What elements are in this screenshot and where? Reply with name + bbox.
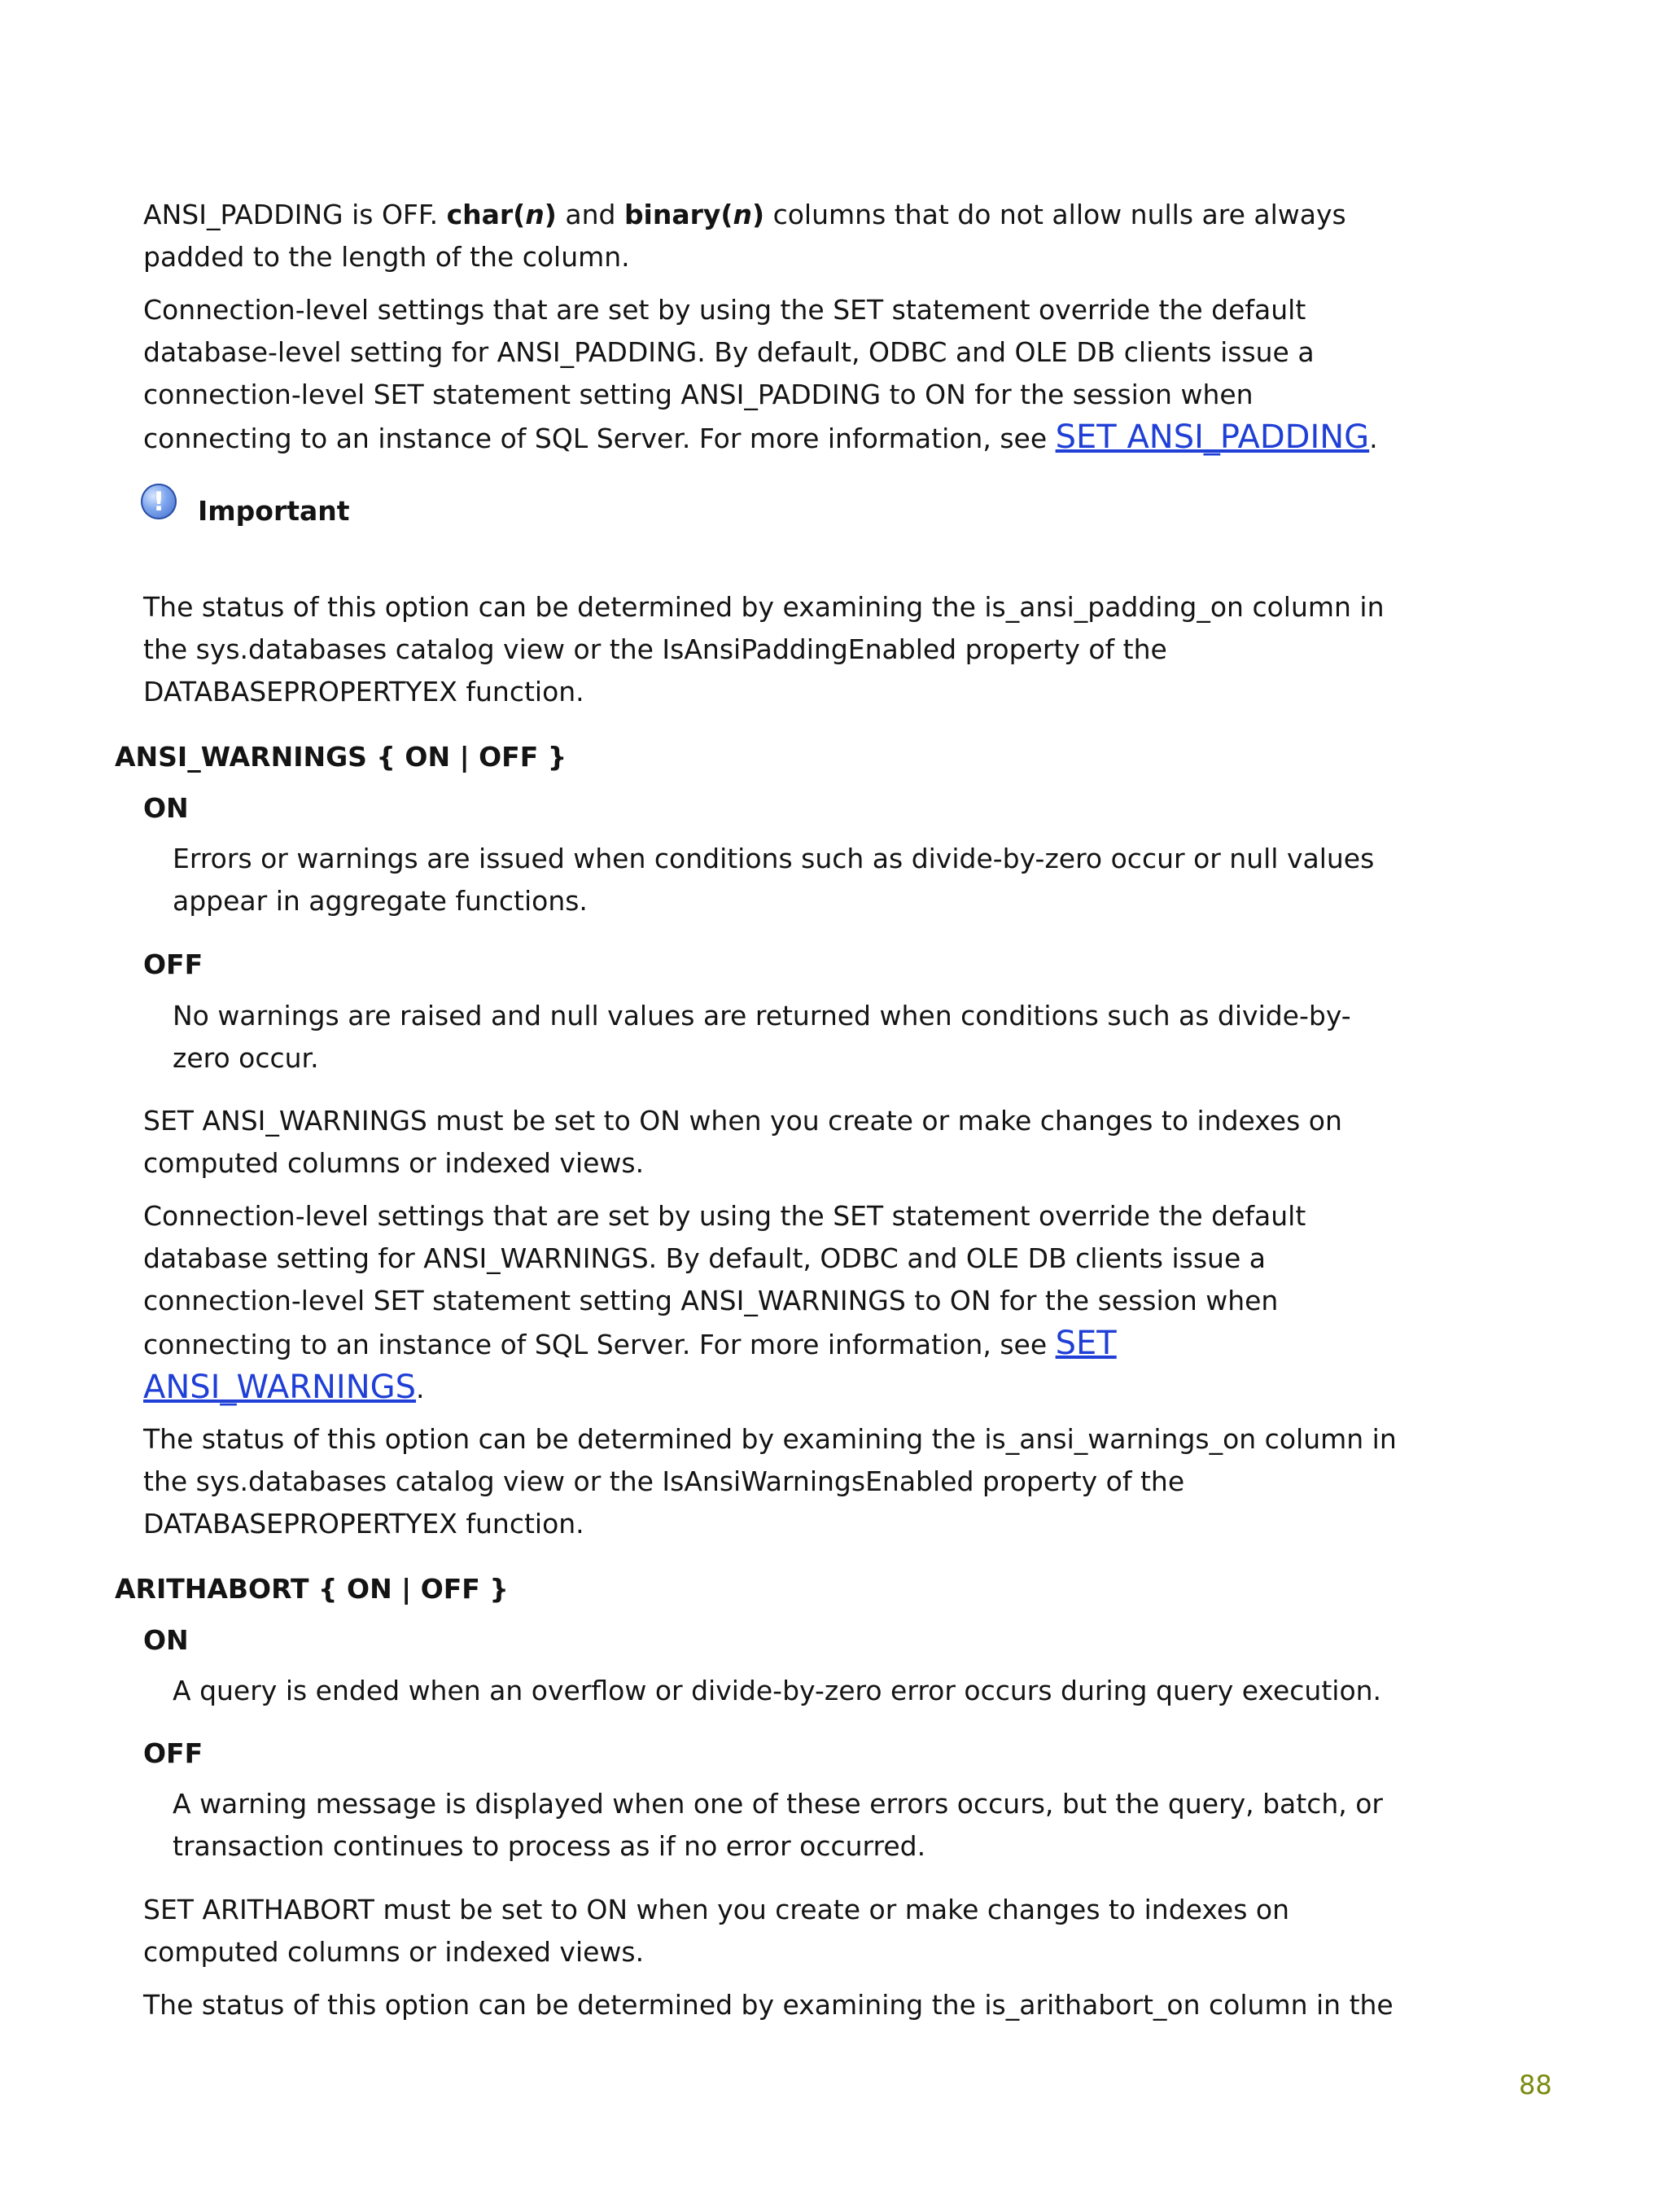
text-line: computed columns or indexed views. — [143, 1147, 645, 1179]
text-line: the sys.databases catalog view or the IsAnsiPaddingEnabled property of the — [143, 633, 1167, 665]
text-line: A query is ended when an overflow or divide-by-zero error occurs during query execution. — [173, 1675, 1382, 1706]
text-line — [143, 416, 1378, 460]
set-ansi-warnings-link-part2[interactable]: ANSI_WARNINGS — [143, 1369, 417, 1406]
text-run: ANSI_PADDING is OFF. — [143, 199, 447, 230]
text-line — [143, 1366, 1306, 1410]
set-ansi-warnings-link-part1[interactable]: SET — [1055, 1325, 1117, 1362]
heading-ansi-warnings: ANSI_WARNINGS { ON | OFF } — [115, 741, 567, 773]
text-run: n — [525, 199, 545, 230]
ansi-warnings-on-label: ON — [143, 792, 189, 824]
arithabort-off-label: OFF — [143, 1737, 203, 1769]
paragraph-connection-settings-warnings — [143, 1195, 1306, 1410]
text-line: padded to the length of the column. — [143, 241, 630, 273]
important-label: Important — [198, 495, 350, 527]
text-line: Connection-level settings that are set by using the SET statement override the default — [143, 1200, 1306, 1232]
paragraph-status-warnings — [143, 1418, 1397, 1545]
text-line: No warnings are raised and null values are returned when conditions such as divide-by- — [173, 1000, 1351, 1032]
text-run: columns that do not allow nulls are always — [764, 199, 1346, 230]
text-line: the sys.databases catalog view or the IsAnsiWarningsEnabled property of the — [143, 1465, 1185, 1497]
text-line: appear in aggregate functions. — [173, 885, 588, 917]
text-line: connection-level SET statement setting ANSI_PADDING to ON for the session when — [143, 379, 1254, 410]
arithabort-off-description — [173, 1783, 1383, 1868]
ansi-warnings-off-label: OFF — [143, 948, 203, 980]
text-line: DATABASEPROPERTYEX function. — [143, 1508, 584, 1540]
text-run: ) — [752, 199, 765, 230]
paragraph-status-arithabort — [143, 1984, 1394, 2026]
text-line — [143, 194, 1346, 236]
text-run: binary( — [623, 199, 733, 230]
text-line: database-level setting for ANSI_PADDING. By default, ODBC and OLE DB clients issue a — [143, 336, 1315, 368]
text-line — [143, 1322, 1306, 1366]
arithabort-on-description — [173, 1670, 1381, 1712]
text-run: and — [556, 199, 624, 230]
arithabort-on-label: ON — [143, 1624, 189, 1656]
set-ansi-padding-link[interactable]: SET ANSI_PADDING — [1055, 418, 1370, 456]
ansi-warnings-off-description — [173, 995, 1351, 1080]
text-line: SET ANSI_WARNINGS must be set to ON when you create or make changes to indexes on — [143, 1105, 1342, 1137]
paragraph-arithabort-indexes — [143, 1889, 1289, 1973]
text-line: connection-level SET statement setting ANSI_WARNINGS to ON for the session when — [143, 1285, 1279, 1316]
text-line: transaction continues to process as if no error occurred. — [173, 1830, 926, 1862]
text-line: zero occur. — [173, 1042, 319, 1074]
text-line: computed columns or indexed views. — [143, 1936, 645, 1968]
paragraph-ansi-warnings-indexes — [143, 1100, 1342, 1185]
text-run: . — [416, 1373, 425, 1404]
text-line: The status of this option can be determined by examining the is_arithabort_on column in the — [143, 1989, 1394, 2021]
paragraph-ansi-padding-off — [143, 194, 1346, 278]
paragraph-connection-settings-padding — [143, 289, 1378, 460]
text-line: database setting for ANSI_WARNINGS. By default, ODBC and OLE DB clients issue a — [143, 1242, 1266, 1274]
text-line: Connection-level settings that are set by using the SET statement override the default — [143, 294, 1306, 326]
text-run: connecting to an instance of SQL Server. For more information, see — [143, 423, 1056, 454]
text-line: Errors or warnings are issued when conditions such as divide-by-zero occur or null values — [173, 843, 1375, 874]
text-line: The status of this option can be determined by examining the is_ansi_warnings_on column in — [143, 1423, 1397, 1455]
text-run: . — [1369, 423, 1378, 454]
heading-arithabort: ARITHABORT { ON | OFF } — [115, 1573, 509, 1605]
text-line: DATABASEPROPERTYEX function. — [143, 676, 584, 707]
text-run: n — [733, 199, 753, 230]
text-run: connecting to an instance of SQL Server. For more information, see — [143, 1329, 1056, 1360]
text-run: ) — [544, 199, 557, 230]
important-icon — [141, 484, 177, 519]
ansi-warnings-on-description — [173, 838, 1374, 922]
exclamation-icon: ! — [141, 484, 177, 519]
text-line: SET ARITHABORT must be set to ON when you create or make changes to indexes on — [143, 1894, 1289, 1925]
page-number: 88 — [1519, 2070, 1552, 2100]
text-line: A warning message is displayed when one of these errors occurs, but the query, batch, or — [173, 1788, 1383, 1820]
paragraph-status-padding — [143, 586, 1385, 713]
text-run: char( — [446, 199, 526, 230]
text-line: The status of this option can be determined by examining the is_ansi_padding_on column in — [143, 591, 1385, 623]
